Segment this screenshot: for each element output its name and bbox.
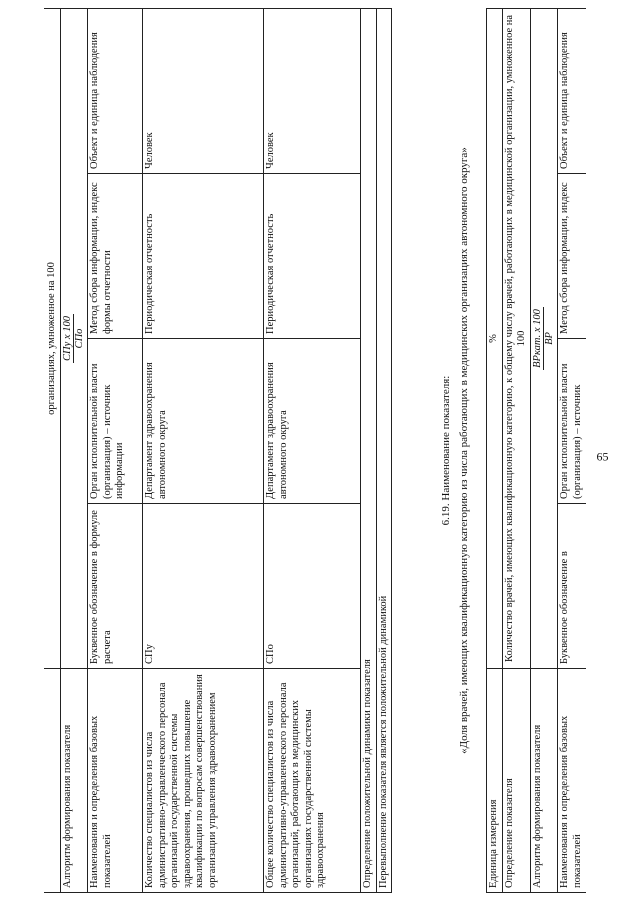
formula-1-numerator: СПу x 100 bbox=[61, 316, 73, 361]
algorithm-label: Алгоритм формирования показателя bbox=[60, 669, 88, 893]
unit-value: % bbox=[487, 9, 503, 669]
table-row bbox=[376, 9, 392, 893]
row1-symbol: СПу bbox=[143, 504, 264, 669]
indicator-name: «Доля врачей, имеющих квалификационную категорию из числа работающих в медицинских организациях автономного округа» bbox=[458, 147, 470, 754]
header-method: Метод сбора информации, индекс формы отчетности bbox=[88, 174, 143, 339]
row2-source: Департамент здравоохранения автономного округа bbox=[264, 339, 361, 504]
formula-1 bbox=[62, 314, 85, 363]
unit-label: Единица измерения bbox=[487, 669, 503, 893]
header-symbol: Буквенное обозначение в формуле расчета bbox=[88, 504, 143, 669]
table-row bbox=[44, 9, 60, 893]
dynamics-definition: Определение положительной динамики показателя bbox=[361, 9, 377, 893]
formula-2-denominator: ВР bbox=[543, 332, 555, 345]
indicator-table-2 bbox=[486, 8, 586, 893]
header2-symbol: Буквенное обозначение в bbox=[558, 504, 587, 669]
row2-symbol: СПо bbox=[264, 504, 361, 669]
dynamics-value: Перевыполнение показателя является положительной динамикой bbox=[376, 9, 392, 893]
indicator-table-1 bbox=[44, 8, 392, 893]
row2-method: Периодическая отчетность bbox=[264, 174, 361, 339]
row1-method: Периодическая отчетность bbox=[143, 174, 264, 339]
formula-2 bbox=[532, 307, 555, 370]
table-row bbox=[143, 9, 264, 893]
header-object: Объект и единица наблюдения bbox=[88, 9, 143, 174]
row1-object: Человек bbox=[143, 9, 264, 174]
table-row bbox=[264, 9, 361, 893]
continuation-text: организациях, умноженное на 100 bbox=[46, 262, 57, 415]
formula-1-denominator: СПо bbox=[73, 328, 85, 349]
table-header-row bbox=[88, 9, 143, 893]
header2-object: Объект и единица наблюдения bbox=[558, 9, 587, 174]
table-row bbox=[502, 9, 530, 893]
row1-source: Департамент здравоохранения автономного округа bbox=[143, 339, 264, 504]
definition-label: Определение показателя bbox=[502, 669, 530, 893]
header2-source: Орган исполнительной власти (организация) – источник bbox=[558, 339, 587, 504]
section-title: 6.19. Наименование показателя: bbox=[440, 375, 452, 526]
definition-value: Количество врачей, имеющих квалификационную категорию, к общему числу врачей, работающих в медицинской организации, умноженное на 100 bbox=[502, 9, 530, 669]
row2-name: Общее количество специалистов из числа административно-управленческого персонала организаций, работающих в медицинских организациях государственной системы здравоохранения bbox=[264, 669, 361, 893]
table-row bbox=[361, 9, 377, 893]
header-source: Орган исполнительной власти (организация) – источник информации bbox=[88, 339, 143, 504]
header2-method: Метод сбора информации, индекс bbox=[558, 174, 587, 339]
header2-name: Наименования и определения базовых показателей bbox=[558, 669, 587, 893]
table-header-row bbox=[558, 9, 587, 893]
row1-name: Количество специалистов из числа административно-управленческого персонала организаций государственной системы здравоохранения, прошедших повышение квалификации по вопросам совершенствования организации управления здравоохранением bbox=[143, 669, 264, 893]
header-name: Наименования и определения базовых показателей bbox=[88, 669, 143, 893]
table-row bbox=[530, 9, 558, 893]
page-number: 65 bbox=[596, 449, 609, 464]
algorithm-label-2: Алгоритм формирования показателя bbox=[530, 669, 558, 893]
row2-object: Человек bbox=[264, 9, 361, 174]
table-row bbox=[60, 9, 88, 893]
table-row bbox=[487, 9, 503, 893]
formula-2-numerator: ВРкат. x 100 bbox=[531, 309, 543, 368]
